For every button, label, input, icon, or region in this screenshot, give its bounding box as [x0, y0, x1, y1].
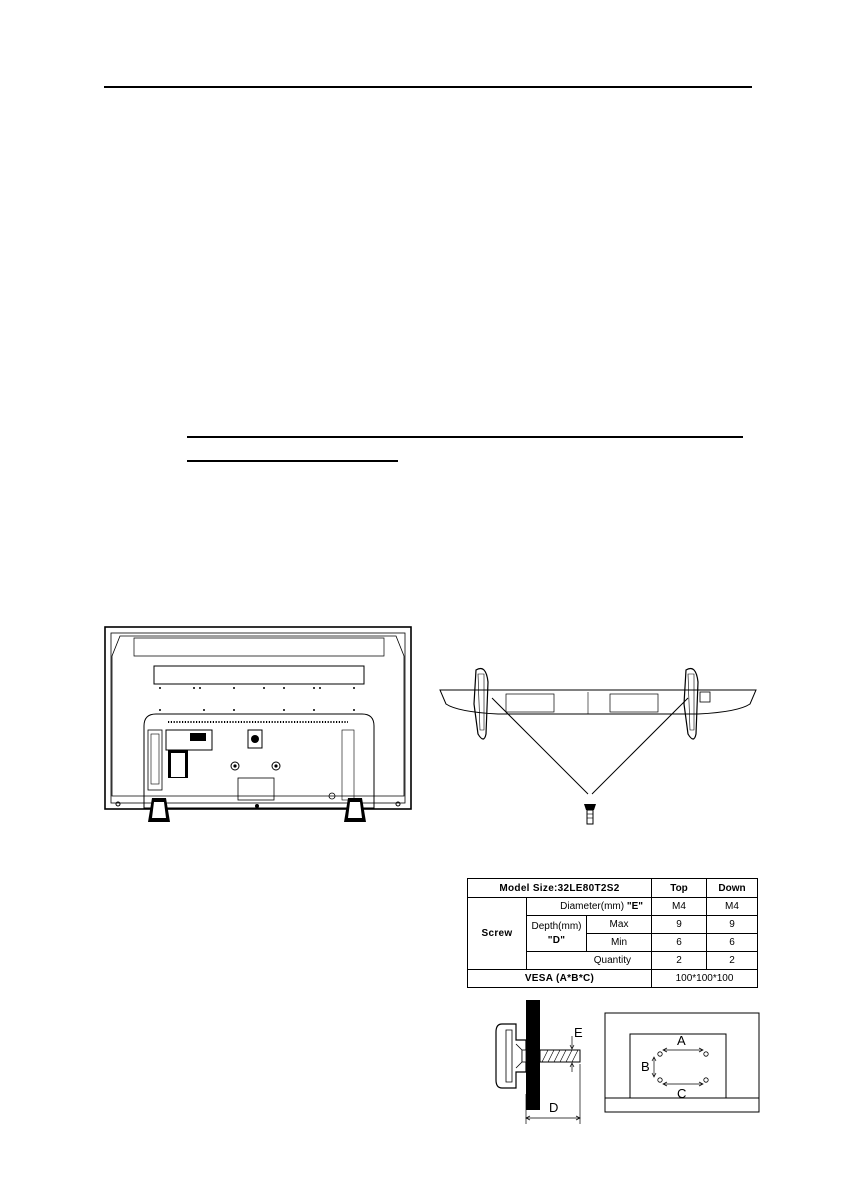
max-top-value: 9	[652, 916, 707, 934]
max-down-value: 9	[707, 916, 758, 934]
table-header-row	[468, 879, 758, 898]
min-label: Min	[587, 934, 652, 952]
top-column-header: Top	[652, 879, 707, 898]
down-column-header: Down	[707, 879, 758, 898]
min-down-value: 6	[707, 934, 758, 952]
screw-label: Screw	[468, 898, 527, 970]
diameter-down-value: M4	[707, 898, 758, 916]
quantity-label: Quantity	[527, 952, 652, 970]
depth-label-cell	[527, 916, 587, 952]
depth-label: Depth(mm)	[531, 920, 582, 932]
model-size-label: Model Size:32LE80T2S2	[468, 879, 652, 898]
vesa-c-label: C	[677, 1086, 687, 1101]
vesa-b-label: B	[641, 1059, 650, 1074]
heading-underline-1	[187, 436, 743, 438]
vesa-row	[468, 970, 758, 988]
dimension-d-label: D	[549, 1100, 559, 1115]
screw-mounting-diagram	[492, 1000, 592, 1124]
diameter-code: "E"	[626, 901, 643, 912]
header-rule	[104, 86, 752, 88]
screw-spec-table	[467, 878, 758, 988]
max-label: Max	[587, 916, 652, 934]
vesa-value: 100*100*100	[652, 970, 758, 988]
min-top-value: 6	[652, 934, 707, 952]
tv-back-illustration	[104, 626, 414, 826]
diameter-label: Diameter(mm)	[560, 901, 625, 912]
diameter-label-cell	[527, 898, 652, 916]
vesa-label: VESA (A*B*C)	[468, 970, 652, 988]
heading-underline-2	[187, 460, 398, 462]
quantity-top-value: 2	[652, 952, 707, 970]
tv-bottom-stand-illustration	[438, 664, 758, 828]
diameter-top-value: M4	[652, 898, 707, 916]
depth-code: "D"	[547, 934, 566, 946]
diameter-row	[468, 898, 758, 916]
vesa-a-label: A	[677, 1033, 686, 1048]
dimension-e-label: E	[574, 1025, 583, 1040]
quantity-down-value: 2	[707, 952, 758, 970]
